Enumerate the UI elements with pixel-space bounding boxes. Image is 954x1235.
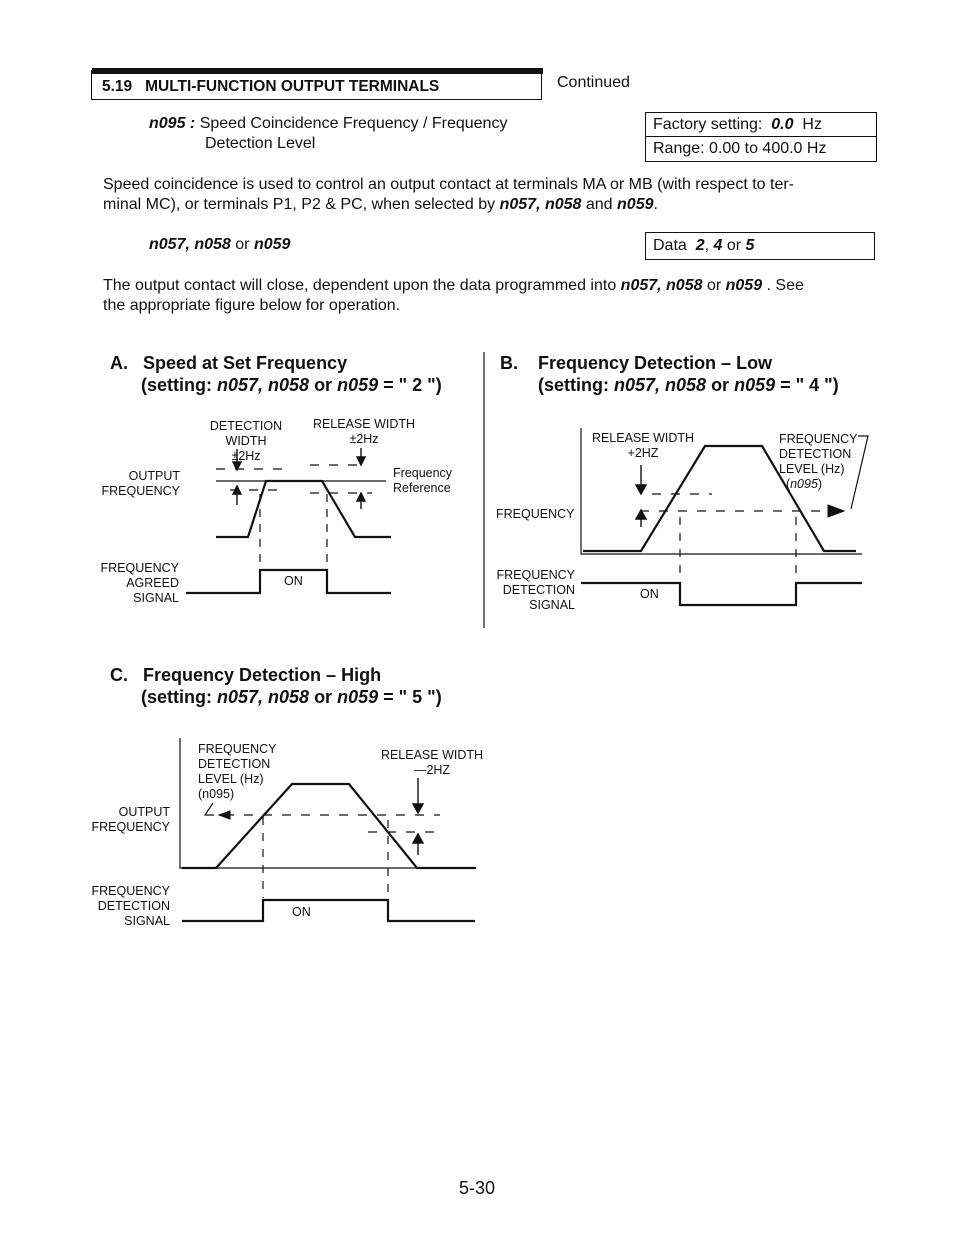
figA-reference-label: Frequency Reference xyxy=(393,466,453,495)
figC-on-label: ON xyxy=(292,905,311,919)
figB-level-arrow xyxy=(828,505,844,517)
figA-heading: A. Speed at Set Frequency (setting: n057, n058 or n059 = " 2 ") xyxy=(110,353,442,395)
figC-output-frequency-label: OUTPUT FREQUENCY xyxy=(91,805,170,834)
figC-detection-level-label: FREQUENCY DETECTION LEVEL (Hz) (n095) xyxy=(198,742,277,801)
figB-on-label: ON xyxy=(640,587,659,601)
page-number: 5-30 xyxy=(459,1178,496,1198)
figA-detection-arrow-up xyxy=(233,486,241,505)
figB-release-arrow-up xyxy=(636,510,646,527)
figA-on-label: ON xyxy=(284,574,303,588)
figC-release-arrow-down xyxy=(413,778,423,813)
figA-release-arrow-up xyxy=(357,493,365,509)
select-params: n057, n058 or n059 xyxy=(149,236,291,253)
figA-release-arrow-down xyxy=(357,448,365,465)
section-title: 5.19 MULTI-FUNCTION OUTPUT TERMINALS xyxy=(102,78,440,95)
figC-release-width-label: RELEASE WIDTH —2HZ xyxy=(380,748,484,777)
figB-signal-label: FREQUENCY DETECTION SIGNAL xyxy=(496,568,575,612)
figC-release-arrow-up xyxy=(413,834,423,855)
figC-level-arrow xyxy=(219,811,230,819)
figA-agreed-signal-label: FREQUENCY AGREED SIGNAL xyxy=(100,561,179,605)
figA-detection-width-label: DETECTION WIDTH ±2Hz xyxy=(209,419,283,463)
data-box: Data 2, 4 or 5 xyxy=(645,232,875,260)
param-code: n095 : xyxy=(149,115,196,132)
figA-output-trace xyxy=(216,481,391,537)
figC-signal-label: FREQUENCY DETECTION SIGNAL xyxy=(91,884,170,928)
contact-paragraph: The output contact will close, dependent upon the data programmed into n057, n058 or n059 . See the appropriate figure below for operation. xyxy=(103,277,804,314)
figC-signal-trace xyxy=(182,900,475,921)
param-desc-2: Detection Level xyxy=(205,135,316,152)
continued-label: Continued xyxy=(557,74,630,91)
intro-paragraph: Speed coincidence is used to control an output contact at terminals MA or MB (with respect to ter- minal MC), or terminals P1, P2 & PC, when selected by n057, n058 and n059. xyxy=(103,176,795,213)
figB-frequency-label: FREQUENCY xyxy=(496,507,575,521)
figC-heading: C. Frequency Detection – High (setting: n057, n058 or n059 = " 5 ") xyxy=(110,665,442,707)
param-desc-1: Speed Coincidence Frequency / Frequency xyxy=(199,115,508,132)
figB-detection-level-label: FREQUENCY DETECTION LEVEL (Hz) (n095) xyxy=(779,432,858,491)
figA-release-width-label: RELEASE WIDTH ±2Hz xyxy=(312,417,416,446)
figB-release-width-label: RELEASE WIDTH +2HZ xyxy=(591,431,695,460)
range-box: Range: 0.00 to 400.0 Hz xyxy=(645,136,877,162)
figB-release-arrow-down xyxy=(636,465,646,494)
figB-signal-trace xyxy=(581,583,862,605)
figC-level-leader xyxy=(205,803,214,815)
figB-heading: B. Frequency Detection – Low (setting: n057, n058 or n059 = " 4 ") xyxy=(500,353,839,395)
figA-output-frequency-label: OUTPUT FREQUENCY xyxy=(101,469,180,498)
factory-setting-box: Factory setting: 0.0 Hz xyxy=(645,112,877,137)
